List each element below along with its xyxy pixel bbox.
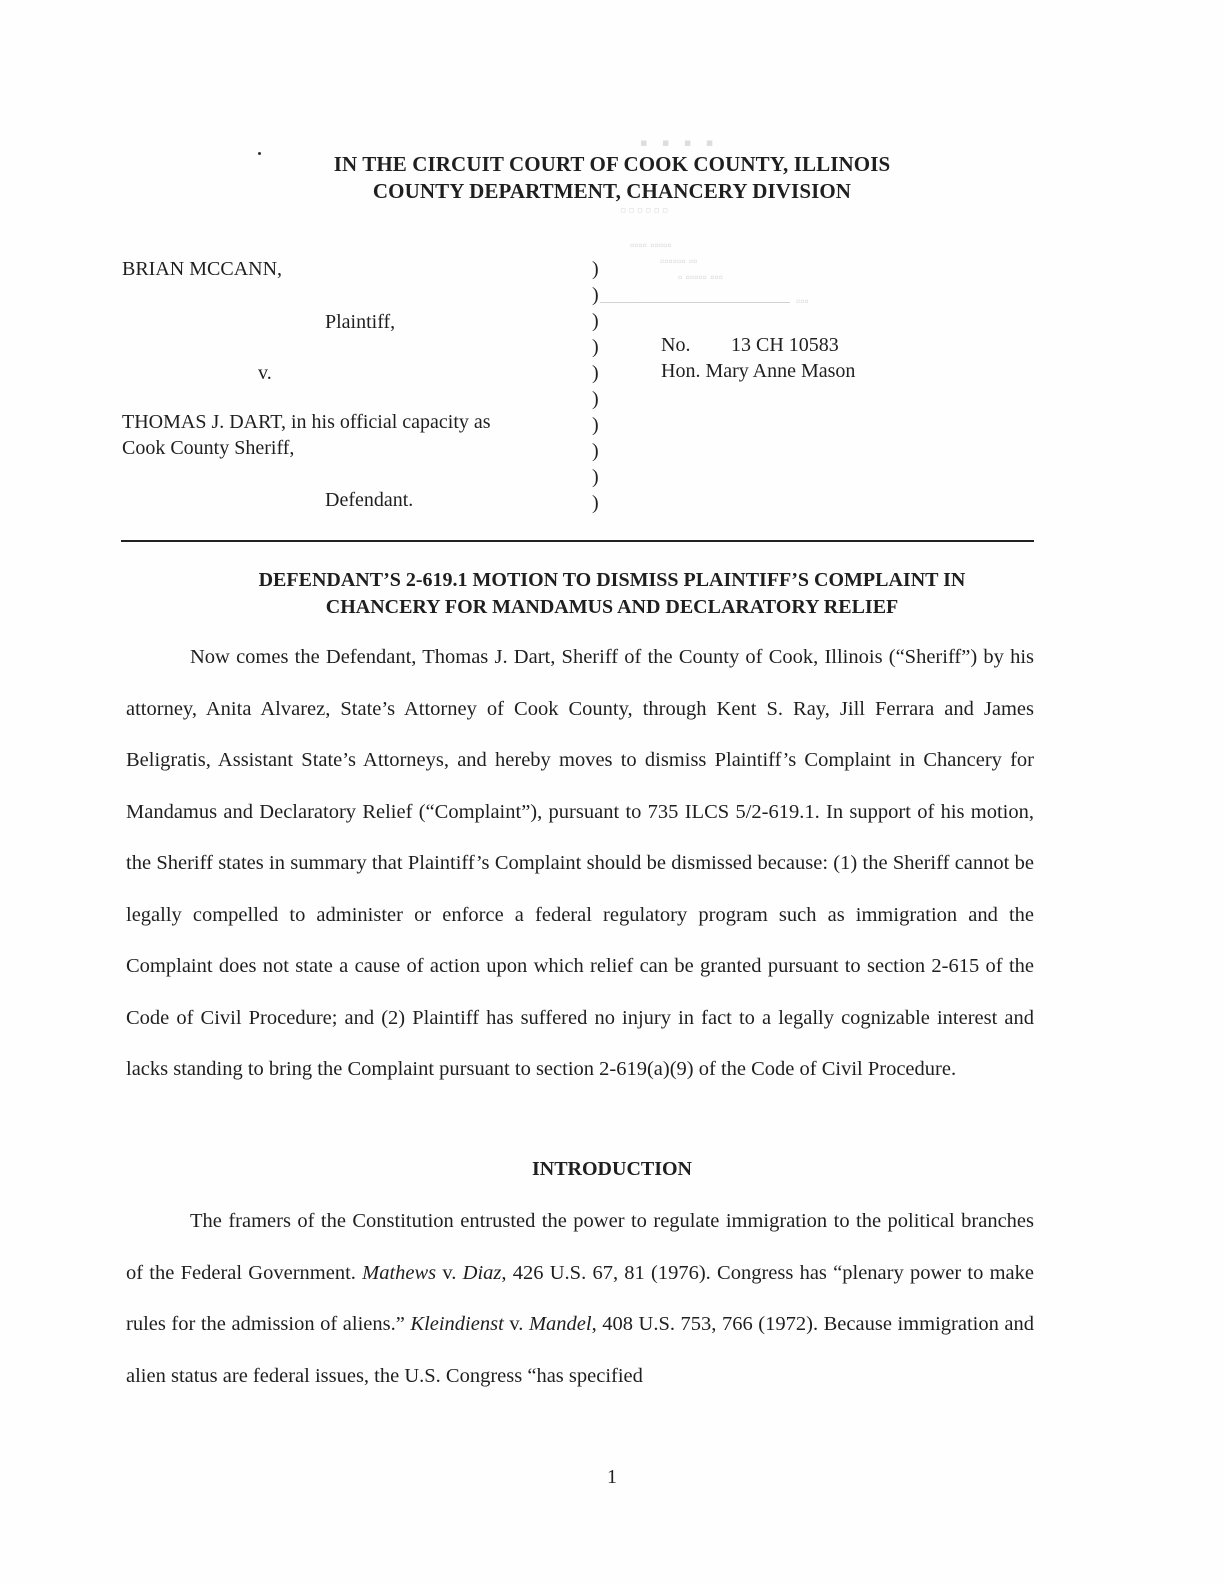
case-citation-v: v. [503,1313,529,1335]
stamp-mark: ▫▫▫▫▫▫ ▫▫ [660,254,698,268]
caption-bracket: ) [592,440,599,462]
court-header-line-1: IN THE CIRCUIT COURT OF COOK COUNTY, ILLINOIS [333,152,891,176]
plaintiff-name: BRIAN MCCANN, [122,258,283,280]
caption-bracket: ) [592,284,599,306]
motion-paragraph-text: Now comes the Defendant, Thomas J. Dart, Sheriff of the County of Cook, Illinois (“Sheriff”) by his attorney, Anita Alvarez, State’s Attorney of Cook County, through Kent S. Ray, Jill Ferrara and James Beligratis, Assistant State’s Attorneys, and hereby moves to dismiss Plaintiff’s Complaint in Chancery for Mandamus and Declaratory Relief (“Complaint”), pursuant to 735 ILCS 5/2-619.1. In support of his motion, the Sheriff states in summary that Plaintiff’s Complaint should be dismissed because: (1) the Sheriff cannot be legally compelled to administer or enforce a federal regulatory program such as immigration and the Complaint does not state a cause of action upon which relief can be granted pursuant to section 2-615 of the Code of Civil Procedure; and (2) Plaintiff has suffered no injury in fact to a legally cognizable interest and lacks standing to bring the Complaint pursuant to section 2-619(a)(9) of the Code of Civil Procedure. [126,646,1034,1080]
intro-text-part-1: The framers of the Constitution entrusted the power to regulate immigration to the political branches of the Federal Government. [126,1210,1034,1284]
caption-bracket: ) [592,466,599,488]
caption-bracket: ) [592,336,599,358]
case-citation-party: Diaz [462,1261,502,1284]
introduction-heading: INTRODUCTION [531,1158,693,1180]
motion-title-line-2: CHANCERY FOR MANDAMUS AND DECLARATORY RELIEF [325,596,899,618]
case-number: 13 CH 10583 [731,334,839,356]
defendant-name-line-2: Cook County Sheriff, [122,437,295,459]
caption-divider [121,540,1034,542]
caption-bracket: ) [592,362,599,384]
stamp-mark: ▫▫▫ [796,294,809,308]
stamp-mark: ▫▫▫▫ ▫▫▫▫▫ [630,238,672,252]
stamp-signature-line [600,302,790,303]
versus: v. [258,362,272,384]
case-citation-party: Kleindienst [410,1313,504,1335]
judge-name: Hon. Mary Anne Mason [661,360,856,382]
caption-bracket: ) [592,388,599,410]
caption-bracket: ) [592,310,599,332]
caption-bracket: ) [592,258,599,280]
case-citation-party: Mandel [528,1313,592,1335]
caption-bracket: ) [592,492,599,514]
defendant-role: Defendant. [325,489,414,511]
stamp-mark: ▫▫▫▫▫▫ [620,200,671,220]
stamp-mark: ▪ ▪ ▪ ▪ [640,130,718,155]
page-number: 1 [607,1466,617,1488]
case-citation-v: v. [436,1261,463,1284]
case-citation-party: Mathews [362,1261,437,1284]
intro-text-part-2: , 426 U.S. 67, 81 (1976). Congress has “plenary power to make rules for the admission of aliens.” [126,1261,1034,1335]
case-number-label: No. [661,334,691,356]
court-header-line-2: COUNTY DEPARTMENT, CHANCERY DIVISION [372,179,852,203]
caption-bracket: ) [592,414,599,436]
plaintiff-role: Plaintiff, [325,311,396,333]
defendant-name-line-1: THOMAS J. DART, in his official capacity as [122,411,491,433]
stamp-mark: ▫ ▫▫▫▫▫ ▫▫▫ [678,270,723,284]
motion-title-line-1: DEFENDANT’S 2-619.1 MOTION TO DISMISS PLAINTIFF’S COMPLAINT IN [258,569,966,591]
introduction-paragraph [126,1196,1034,1402]
motion-paragraph [126,632,1034,1096]
intro-text-part-3: , 408 U.S. 753, 766 (1972). Because immigration and alien status are federal issues, the U.S. Congress “has specified [126,1313,1034,1387]
